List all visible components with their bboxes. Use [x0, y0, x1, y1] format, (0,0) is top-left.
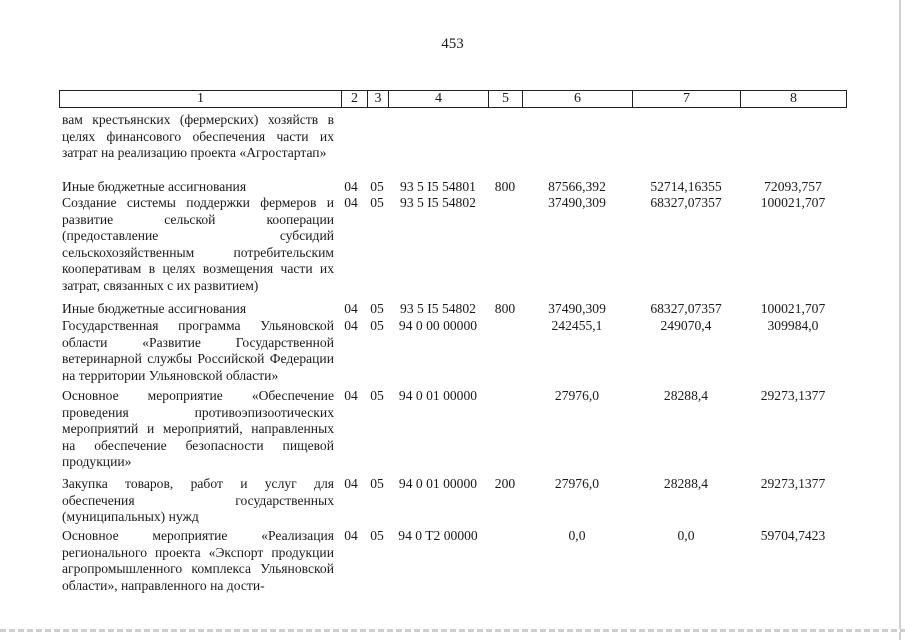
header-col-1: 1	[59, 90, 342, 108]
row-section: 04	[344, 528, 358, 543]
scan-bottom-edge	[0, 629, 905, 632]
row-description: Основное мероприятие «Обеспечение проведения противоэпизоотических мероприятий и мероприятий, направленных на обеспечение безопасности пищевой продукции»	[62, 388, 334, 469]
row-target-code: 94 0 00 00000	[398, 318, 478, 333]
header-col-8: 8	[740, 90, 847, 108]
row-amount-2: 249070,4	[660, 318, 712, 333]
row-amount-1: 37490,309	[548, 195, 606, 210]
row-amount-1: 27976,0	[554, 476, 600, 491]
row-target-code: 94 0 01 00000	[398, 388, 478, 403]
row-amount-2: 0,0	[677, 528, 695, 543]
row-target-code: 93 5 I5 54801	[400, 179, 476, 194]
header-col-2: 2	[341, 90, 368, 108]
row-amount-3: 59704,7423	[760, 528, 826, 543]
row-subsection: 05	[370, 318, 384, 333]
row-expense-type: 200	[494, 476, 516, 491]
row-amount-1: 87566,392	[548, 179, 606, 194]
row-expense-type: 800	[494, 301, 516, 316]
row-description: Создание системы поддержки фермеров и развитие сельской кооперации (предоставление субсидий сельскохозяйственным потребительским кооперативам в целях возмещения части их затрат, связанных с их развитием)	[62, 195, 334, 293]
row-description: Основное мероприятие «Реализация регионального проекта «Экспорт продукции агропромышленного комплекса Ульяновской области», направленного на дости-	[62, 528, 334, 593]
header-col-3: 3	[367, 90, 389, 108]
row-section: 04	[344, 318, 358, 333]
row-amount-1: 0,0	[568, 528, 586, 543]
row-amount-3: 309984,0	[767, 318, 819, 333]
row-target-code: 94 0 T2 00000	[398, 528, 478, 543]
row-amount-1: 37490,309	[548, 301, 606, 316]
row-amount-3: 29273,1377	[760, 388, 826, 403]
row-subsection: 05	[370, 476, 384, 491]
row-description: Закупка товаров, работ и услуг для обеспечения государственных (муниципальных) нужд	[62, 476, 334, 524]
row-description: Иные бюджетные ассигнования	[62, 179, 247, 194]
row-amount-1: 27976,0	[554, 388, 600, 403]
row-section: 04	[344, 179, 358, 194]
row-amount-3: 72093,757	[764, 179, 822, 194]
row-expense-type: 800	[494, 179, 516, 194]
row-section: 04	[344, 476, 358, 491]
row-section: 04	[344, 388, 358, 403]
row-amount-2: 52714,16355	[650, 179, 722, 194]
row-amount-3: 100021,707	[760, 301, 826, 316]
row-section: 04	[344, 195, 358, 210]
row-amount-2: 68327,07357	[650, 195, 722, 210]
row-subsection: 05	[370, 179, 384, 194]
row-subsection: 05	[370, 388, 384, 403]
page-number: 453	[441, 36, 464, 52]
header-col-6: 6	[522, 90, 633, 108]
row-section: 04	[344, 301, 358, 316]
row-subsection: 05	[370, 301, 384, 316]
scan-right-edge	[899, 0, 901, 640]
row-amount-1: 242455,1	[551, 318, 603, 333]
row-amount-2: 28288,4	[663, 476, 709, 491]
row-amount-3: 100021,707	[760, 195, 826, 210]
header-col-7: 7	[632, 90, 741, 108]
row-subsection: 05	[370, 195, 384, 210]
row-amount-2: 68327,07357	[650, 301, 722, 316]
row-subsection: 05	[370, 528, 384, 543]
header-col-5: 5	[488, 90, 523, 108]
header-col-4: 4	[388, 90, 489, 108]
row-target-code: 93 5 I5 54802	[400, 195, 476, 210]
row-target-code: 94 0 01 00000	[398, 476, 478, 491]
row-description: вам крестьянских (фермерских) хозяйств в целях финансового обеспечения части их затрат на реализацию проекта «Агростартап»	[62, 112, 334, 160]
row-amount-3: 29273,1377	[760, 476, 826, 491]
row-description: Иные бюджетные ассигнования	[62, 301, 247, 316]
row-target-code: 93 5 I5 54802	[400, 301, 476, 316]
row-description: Государственная программа Ульяновской области «Развитие Государственной ветеринарной службы Российской Федерации на территории Ульяновской области»	[62, 318, 334, 383]
row-amount-2: 28288,4	[663, 388, 709, 403]
